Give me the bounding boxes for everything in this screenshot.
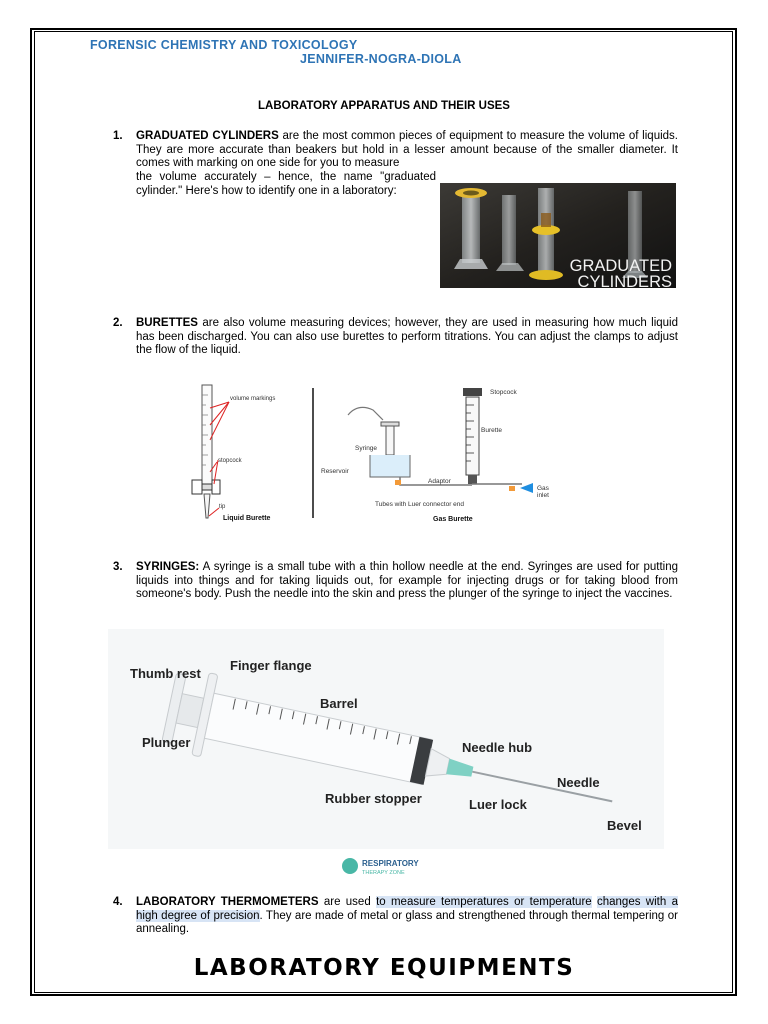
item-thermometers [113,896,678,941]
label-liquid-burette: Liquid Burette [223,515,271,522]
label-luer-lock: Luer lock [469,797,527,812]
label-burette: Burette [481,427,502,434]
label-gas-inlet-2: inlet [537,492,549,499]
label-barrel: Barrel [320,696,358,711]
label-reservoir: Reservoir [321,468,349,475]
item-number: 2. [113,317,123,329]
label-finger-flange: Finger flange [230,658,312,673]
label-rubber-stopper: Rubber stopper [325,791,422,806]
item-body-post: . They are made of metal or glass and strengthened through thermal tempering or annealing. [136,909,678,936]
item-term: SYRINGES: [136,561,200,573]
label-gas-inlet-1: Gas [537,485,549,492]
item-body-line-1: are the most common pieces of equipment to measure the volume of liquids. They are more accurate than beakers but hold in a lesser amount because of the smaller diameter. It comes with marking on one side for you to measure [136,130,678,170]
label-stopcock-left: stopcock [218,458,242,464]
item-body: A syringe is a small tube with a thin hollow needle at the end. Syringes are used for putting liquids into things and for taking liquids out, for example for injecting drugs or for taking blood from someone's body. Push the needle into the skin and press the plunger of the syringe to inject the vaccines. [136,561,678,601]
syringe-diagram [108,629,664,885]
item-text [136,130,678,171]
item-number: 4. [113,896,123,908]
item-term: GRADUATED CYLINDERS [136,130,279,142]
item-body: are also volume measuring devices; however, they are used in measuring how much liquid has been discharged. You can also use burettes to perform titrations. You can adjust the clamps to adjust the flow of the liquid. [136,317,678,357]
item-term: LABORATORY THERMOMETERS [136,896,319,908]
label-stopcock-right: Stopcock [490,389,517,396]
image-caption-line-1: GRADUATED [569,257,672,275]
item-number: 3. [113,561,123,573]
item-text [136,561,678,602]
item-text-continued: the volume accurately – hence, the name "graduated cylinder." Here's how to identify one in a laboratory: [136,171,436,197]
lungs-icon [342,858,358,874]
label-syringe: Syringe [355,445,378,452]
item-syringes [113,561,678,621]
document-title: LABORATORY APPARATUS AND THEIR USES [258,100,510,112]
item-text [136,896,678,937]
graduated-cylinders-image [440,183,676,288]
label-needle-hub: Needle hub [462,740,533,755]
item-burettes [113,317,678,362]
label-gas-burette: Gas Burette [433,516,473,523]
label-tip: tip [219,504,226,510]
course-heading: FORENSIC CHEMISTRY AND TOXICOLOGY [90,38,358,52]
item-text [136,317,678,358]
label-bevel: Bevel [607,818,642,833]
author-name: JENNIFER-NOGRA-DIOLA [300,52,462,66]
item-number: 1. [113,130,123,142]
highlighted-text-1: to measure temperatures or temperature [376,896,592,908]
image-caption-line-2: CYLINDERS [577,273,672,288]
item-term: BURETTES [136,317,198,329]
burettes-diagram [185,380,605,530]
logo-line-1: RESPIRATORY [362,859,419,868]
label-plunger: Plunger [142,735,191,750]
footer-title: LABORATORY EQUIPMENTS [193,955,575,981]
label-thumb-rest: Thumb rest [130,666,201,681]
label-volume-markings: volume markings [230,396,276,402]
item-body-pre: are used [323,896,371,908]
label-needle: Needle [557,775,600,790]
label-tubes: Tubes with Luer connector end [375,501,465,508]
logo-line-2: THERAPY ZONE [362,870,405,876]
highlighted-text-2: changes with a high degree of precision [136,896,678,922]
label-adaptor: Adaptor [428,478,451,485]
